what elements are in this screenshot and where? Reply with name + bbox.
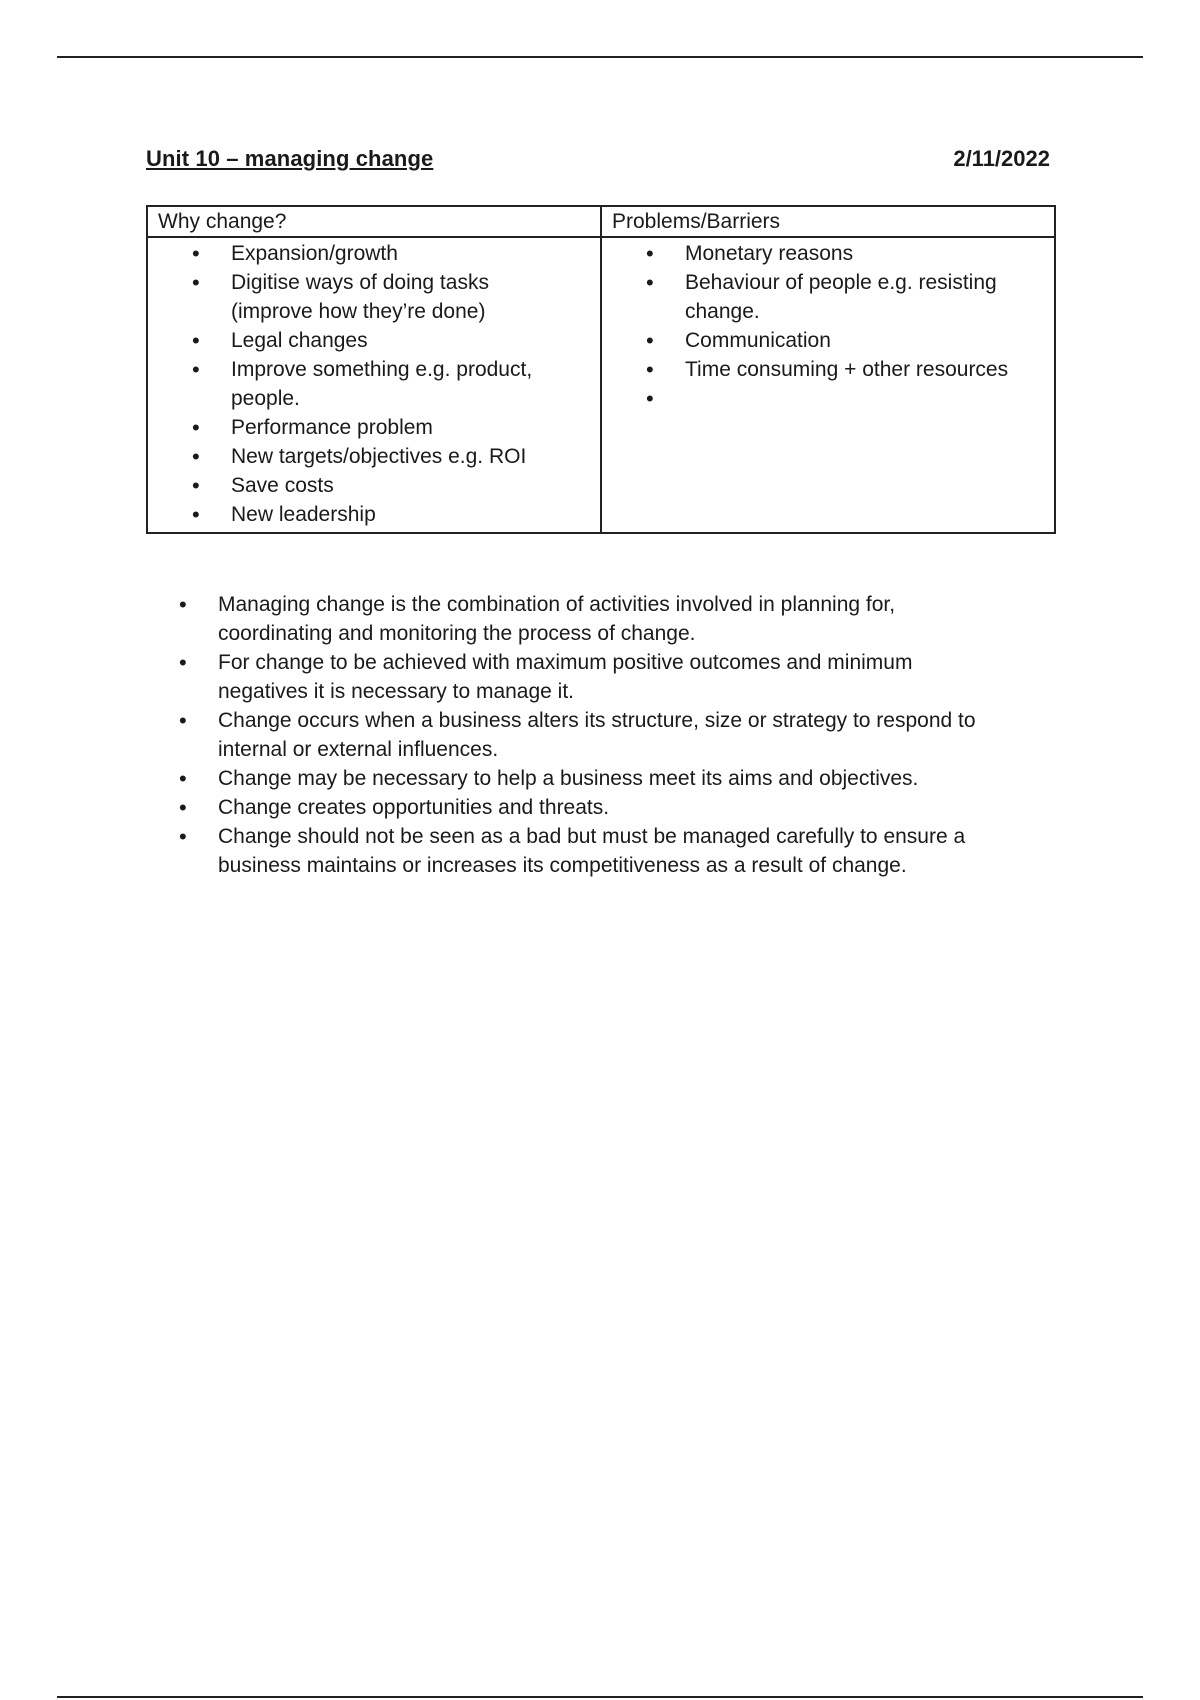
problems-barriers-item: • Monetary reasons bbox=[602, 239, 1044, 268]
why-change-item: • Improve something e.g. product, people. bbox=[148, 355, 551, 413]
why-change-list bbox=[148, 239, 590, 529]
why-change-item: • Performance problem bbox=[148, 413, 590, 442]
header-rule bbox=[57, 56, 1143, 58]
note-item: • Change creates opportunities and threats. bbox=[170, 793, 1050, 822]
problems-barriers-list bbox=[602, 239, 1044, 413]
why-change-item: • New leadership bbox=[148, 500, 590, 529]
note-item: • Change occurs when a business alters its structure, size or strategy to respond to internal or external influences. bbox=[170, 706, 1008, 764]
note-item: • Change should not be seen as a bad but must be managed carefully to ensure a business maintains or increases its competitiveness as a result of change. bbox=[170, 822, 998, 880]
why-change-item: • Legal changes bbox=[148, 326, 590, 355]
problems-barriers-item: • Communication bbox=[602, 326, 1044, 355]
header-why-change: Why change? bbox=[147, 206, 601, 237]
why-change-cell bbox=[147, 237, 601, 533]
problems-barriers-item bbox=[602, 384, 1044, 413]
problems-barriers-cell bbox=[601, 237, 1055, 533]
note-item: • Change may be necessary to help a business meet its aims and objectives. bbox=[170, 764, 1050, 793]
problems-barriers-item: • Time consuming + other resources bbox=[602, 355, 1044, 384]
why-change-item: • New targets/objectives e.g. ROI bbox=[148, 442, 590, 471]
document-date: 2/11/2022 bbox=[953, 146, 1050, 171]
footer-rule bbox=[57, 1696, 1143, 1698]
document-title: Unit 10 – managing change bbox=[146, 146, 434, 171]
why-change-item: • Expansion/growth bbox=[148, 239, 590, 268]
header-problems-barriers: Problems/Barriers bbox=[601, 206, 1055, 237]
note-item: • Managing change is the combination of activities involved in planning for, coordinating and monitoring the process of change. bbox=[170, 590, 953, 648]
change-table bbox=[146, 205, 1056, 534]
notes-list bbox=[170, 590, 1050, 880]
note-item: • For change to be achieved with maximum positive outcomes and minimum negatives it is necessary to manage it. bbox=[170, 648, 958, 706]
problems-barriers-item: • Behaviour of people e.g. resisting change. bbox=[602, 268, 1015, 326]
why-change-item: • Digitise ways of doing tasks (improve how they’re done) bbox=[148, 268, 501, 326]
why-change-item: • Save costs bbox=[148, 471, 590, 500]
